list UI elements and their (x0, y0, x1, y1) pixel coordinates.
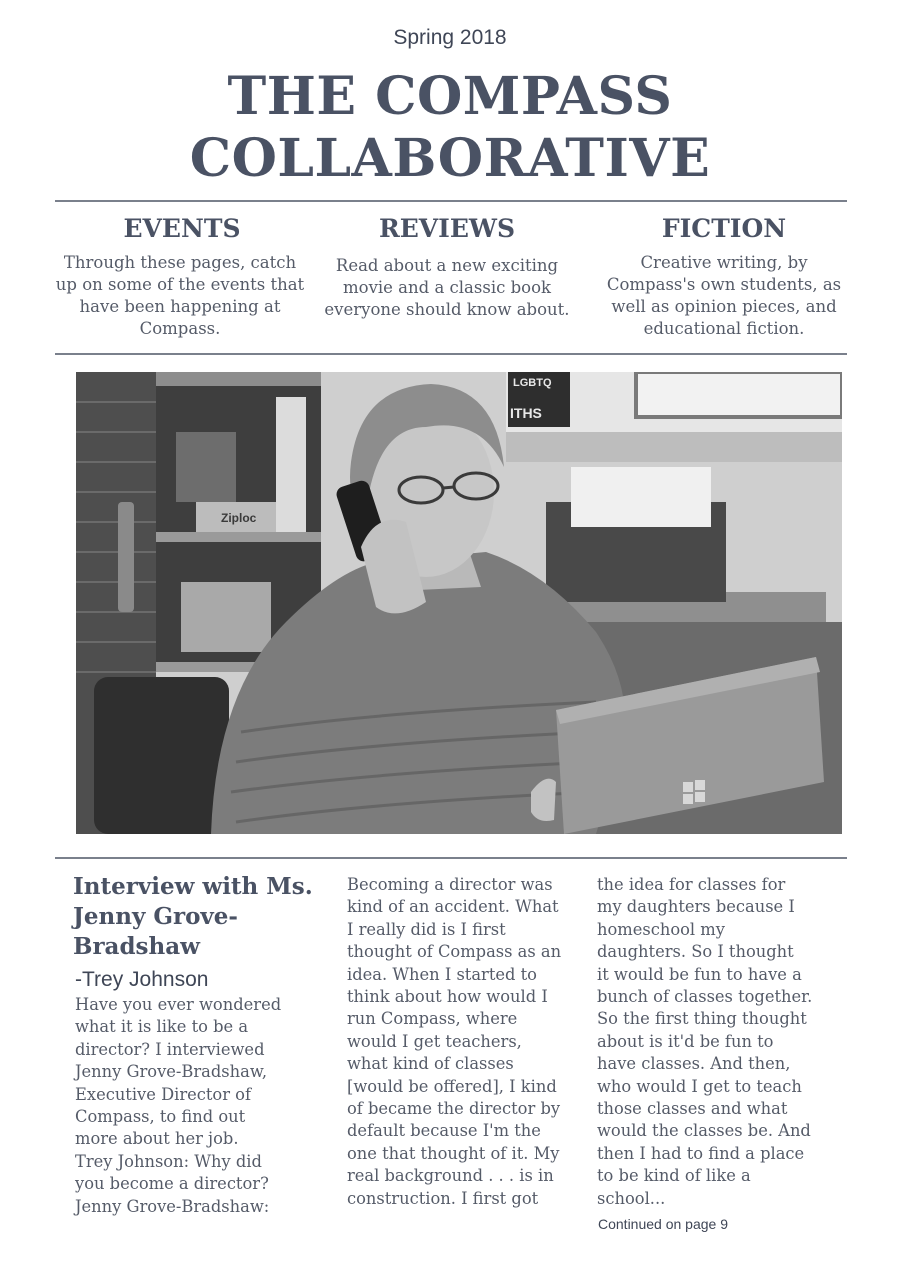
section-text-fiction: Creative writing, by Compass's own students, as well as opinion pieces, and educational fiction. (606, 253, 842, 338)
bottom-divider (55, 857, 847, 859)
ziploc-box-label: Ziploc (221, 511, 257, 525)
section-text-reviews: Read about a new exciting movie and a classic book everyone should know about. (324, 256, 570, 319)
article-title: Interview with Ms. Jenny Grove-Bradshaw (73, 873, 313, 960)
poster-text-lgbtq: LGBTQ (513, 377, 552, 389)
article-column-3: the idea for classes for my daughters because I homeschool my daughters. So I thought it would be fun to have a bunch of classes together. So the first thing thought about is it'd be fun to have classes. And then, who would I get to teach those classes and what would the classes be. And then I had to find a place to be kind of like a school... (597, 875, 813, 1208)
section-heading-reviews: REVIEWS (378, 214, 516, 243)
article-column-2: Becoming a director was kind of an accident. What I really did is I first thought of Compass as an idea. When I started to think about how would I run Compass, where would I get teachers, what kind of classes [would be offered], I kind of became the director by default because I'm the one that thought of it. My real background . . . is in construction. I first got (347, 875, 562, 1208)
title-line-2: COLLABORATIVE (189, 128, 711, 189)
article-byline: -Trey Johnson (75, 968, 209, 991)
section-heading-events: EVENTS (123, 214, 241, 243)
section-text-events: Through these pages, catch up on some of the events that have been happening at Compass. (55, 253, 305, 338)
title-line-1: THE COMPASS (227, 66, 673, 127)
poster-text-iths: ITHS (510, 405, 542, 421)
continued-note: Continued on page 9 (598, 1216, 728, 1232)
middle-divider (55, 353, 847, 355)
issue-date: Spring 2018 (393, 26, 507, 49)
article-column-1: Have you ever wondered what it is like to be a director? I interviewed Jenny Grove-Bradshaw, Executive Director of Compass, to find out more about her job. Trey Johnson: Why did you become a director? Jenny Grove-Bradshaw: (75, 995, 282, 1216)
top-divider (55, 200, 847, 202)
newsletter-title (0, 66, 900, 190)
section-heading-fiction: FICTION (661, 214, 787, 243)
photo-director-on-phone (76, 372, 842, 834)
